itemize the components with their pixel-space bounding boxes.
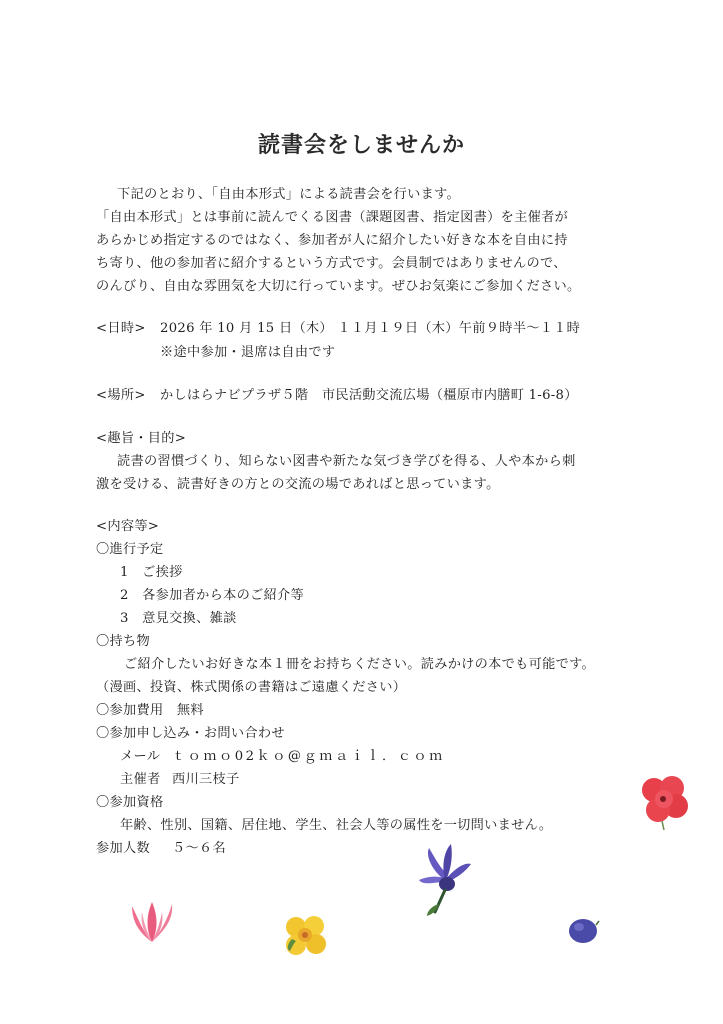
apply-heading: 〇参加申し込み・お問い合わせ [96,726,285,741]
schedule-item-3: 3 意見交換、雑談 [120,611,237,626]
participants-value: ５～６名 [172,841,226,856]
schedule-item-2: 2 各参加者から本のご紹介等 [120,588,305,603]
mail-label: メール [120,749,161,764]
datetime-label: <日時> [96,321,146,336]
schedule-heading: 〇進行予定 [96,542,164,557]
datetime-note: ※途中参加・退席は自由です [160,345,336,360]
intro-line-4: ち寄り、他の参加者に紹介するという方式です。会員制ではありませんので、 [96,256,567,271]
place-value: かしはらナビプラザ５階 市民活動交流広場（橿原市内膳町 1-6-8） [160,388,578,403]
belongings-line-1: ご紹介したいお好きな本１冊をお持ちください。読みかけの本でも可能です。 [124,657,596,672]
organizer-name: 西川三枝子 [172,772,240,787]
yellow-flower-icon [282,913,328,959]
eligibility-text: 年齢、性別、国籍、居住地、学生、社会人等の属性を一切問いません。 [120,818,553,833]
contents-label: <内容等> [96,519,160,534]
red-flower-icon [640,772,688,830]
schedule-item-1: 1 ご挨拶 [120,565,183,580]
fee-line: 〇参加費用 無料 [96,703,204,718]
organizer-label: 主催者 [120,772,161,787]
intro-line-1: 下記のとおり、「自由本形式」による読書会を行います。 [117,187,461,202]
place-label: <場所> [96,388,146,403]
purple-flower-icon [415,842,475,922]
participants-label: 参加人数 [96,841,150,856]
eligibility-heading: 〇参加資格 [96,795,164,810]
belongings-heading: 〇持ち物 [96,634,150,649]
purpose-label: <趣旨・目的> [96,431,187,446]
pink-tulip-icon [124,900,180,946]
intro-line-3: あらかじめ指定するのではなく、参加者が人に紹介したい好きな本を自由に持 [96,233,568,248]
mail-address: ｔｏｍｏ02ｋｏ@ｇｍａｉｌ．ｃｏｍ [172,749,445,764]
intro-line-5: のんびり、自由な雰囲気を大切に行っています。ぜひお気楽にご参加ください。 [96,279,581,294]
purpose-line-2: 激を受ける、読書好きの方との交流の場であればと思っています。 [96,477,500,492]
belongings-line-2: （漫画、投資、株式関係の書籍はご遠慮ください） [96,680,407,695]
blue-berry-icon [566,915,600,945]
datetime-value: 2026 年 10 月 15 日（木） １１月１９日（木）午前９時半～１１時 [160,321,581,336]
page-title: 読書会をしませんか [257,132,465,158]
purpose-line-1: 読書の習慣づくり、知らない図書や新たな気づき学びを得る、人や本から刺 [117,454,576,469]
intro-line-2: 「自由本形式」とは事前に読んでくる図書（課題図書、指定図書）を主催者が [96,210,569,225]
